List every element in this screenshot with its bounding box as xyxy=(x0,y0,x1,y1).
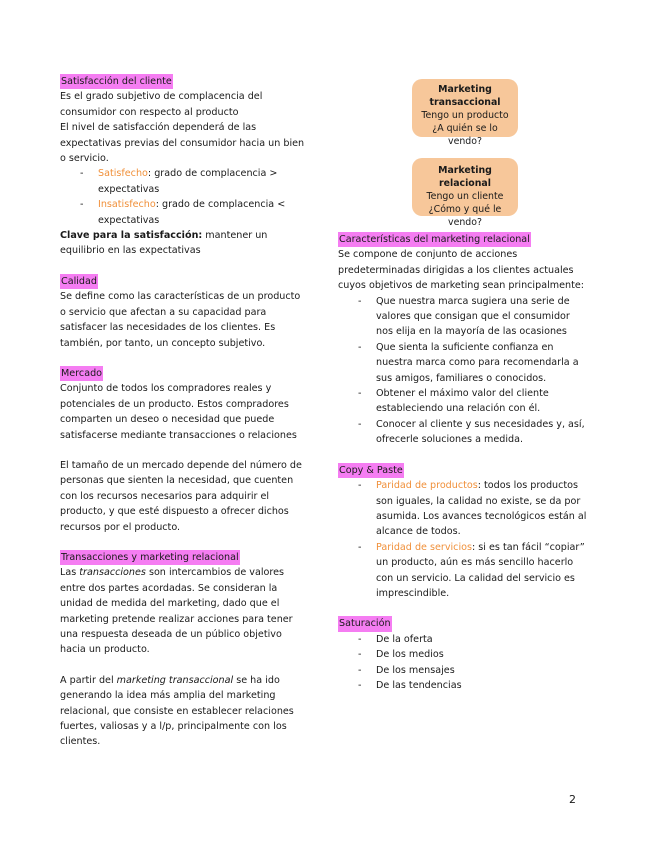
box-text: Tengo un cliente ¿Cómo y qué le vendo? xyxy=(426,191,504,228)
page-number: 2 xyxy=(569,793,576,806)
list-item: - Conocer al cliente y sus necesidades y, así, ofrecerle soluciones a medida. xyxy=(338,417,588,448)
section-satisfaccion xyxy=(60,74,308,259)
term-satisfecho: Satisfecho xyxy=(98,168,148,180)
term-desc: : todos los productos son iguales, la calidad no existe, se da por asumida. Los avances tecnológicos están al alcance de todos. xyxy=(376,480,587,538)
heading-satisfaccion: Satisfacción del cliente xyxy=(60,74,173,89)
copy-list xyxy=(338,478,588,601)
section-caracteristicas xyxy=(338,232,588,448)
list-item: - Obtener el máximo valor del cliente estableciendo una relación con él. xyxy=(338,386,588,417)
mercado-definition: Conjunto de todos los compradores reales y potenciales de un producto. Estos compradores comparten un deseo o necesidad que puede satisfacerse mediante transacciones o relaciones xyxy=(60,383,297,441)
list-item: - De la oferta xyxy=(338,632,588,647)
clave-paragraph xyxy=(60,228,308,259)
text-run: son intercambios de valores entre dos partes acordadas. Se consideran la unidad de medida del marketing, dado que el marketing pretende realizar acciones para tener una respuesta deseada de un público objetivo hacia un producto. xyxy=(60,567,293,656)
heading-caracteristicas: Características del marketing relacional xyxy=(338,232,531,247)
saturacion-list xyxy=(338,632,588,694)
mercado-tamano: El tamaño de un mercado depende del número de personas que sienten la necesidad, que cuenten con los recursos necesarios para adquirir el producto, y que esté dispuesto a ofrecer dichos recursos por el producto. xyxy=(60,459,302,533)
list-item xyxy=(338,540,588,602)
text-run: Las xyxy=(60,567,80,579)
right-column xyxy=(338,232,588,708)
box-marketing-transaccional xyxy=(412,79,518,147)
text-run: A partir del xyxy=(60,674,117,686)
heading-transacciones: Transacciones y marketing relacional xyxy=(60,550,240,565)
transaccional-paragraph xyxy=(60,673,308,750)
heading-copy-paste: Copy & Paste xyxy=(338,463,404,478)
list-item xyxy=(60,197,308,228)
box-marketing-relacional xyxy=(412,158,518,228)
section-calidad xyxy=(60,274,308,351)
term-paridad-servicios: Paridad de servicios xyxy=(376,541,472,553)
clave-text: mantener un equilibrio en las expectativas xyxy=(60,230,268,257)
left-column xyxy=(60,74,308,765)
caracteristicas-intro: Se compone de conjunto de acciones predeterminadas dirigidas a los clientes actuales cuyos objetivos de marketing sean principalmente: xyxy=(338,249,584,292)
satisfaccion-definition: Es el grado subjetivo de complacencia del consumidor con respecto al producto xyxy=(60,91,263,118)
transacciones-definition xyxy=(60,565,308,657)
clave-label: Clave para la satisfacción: xyxy=(60,230,203,242)
box-title: Marketing relacional xyxy=(438,165,492,189)
term-desc: : grado de complacencia < expectativas xyxy=(98,199,286,226)
heading-saturacion: Saturación xyxy=(338,616,392,631)
calidad-definition: Se define como las características de un producto o servicio que afectan a su capacidad para satisfacer las necesidades de los clientes. Es también, por tanto, un concepto subjetivo. xyxy=(60,291,301,349)
caracteristicas-list xyxy=(338,294,588,448)
emphasis-transacciones: transacciones xyxy=(79,567,146,579)
section-copy-paste xyxy=(338,463,588,602)
term-paridad-productos: Paridad de productos xyxy=(376,480,478,492)
term-insatisfecho: Insatisfecho xyxy=(98,199,156,211)
text-run: se ha ido generando la idea más amplia del marketing relacional, que consiste en establecer relaciones fuertes, valiosas y a l/p, principalmente con los clientes. xyxy=(60,674,294,748)
satisfaccion-expectativas: El nivel de satisfacción dependerá de las expectativas previas del consumidor hacia un bien o servicio. xyxy=(60,122,305,165)
box-text: Tengo un producto ¿A quién se lo vendo? xyxy=(421,110,509,147)
list-item: - De los medios xyxy=(338,647,588,662)
list-item xyxy=(60,166,308,197)
satisfaccion-list xyxy=(60,166,308,228)
box-title: Marketing transaccional xyxy=(429,84,501,108)
list-item: - Que sienta la suficiente confianza en nuestra marca como para recomendarla a sus amigos, familiares o conocidos. xyxy=(338,340,588,386)
term-desc: : grado de complacencia > expectativas xyxy=(98,168,278,195)
heading-calidad: Calidad xyxy=(60,274,98,289)
emphasis-marketing-transaccional: marketing transaccional xyxy=(116,674,234,686)
heading-mercado: Mercado xyxy=(60,366,103,381)
list-item: - De las tendencias xyxy=(338,678,588,693)
term-desc: : si es tan fácil “copiar” un producto, aún es más sencillo hacerlo con un servicio. La calidad del servicio es imprescindible. xyxy=(376,541,585,599)
list-item: - Que nuestra marca sugiera una serie de valores que consigan que el consumidor nos elija en la mayoría de las ocasiones xyxy=(338,294,588,340)
section-mercado xyxy=(60,366,308,535)
list-item xyxy=(338,478,588,540)
section-transacciones xyxy=(60,550,308,750)
list-item: - De los mensajes xyxy=(338,663,588,678)
section-saturacion xyxy=(338,616,588,693)
